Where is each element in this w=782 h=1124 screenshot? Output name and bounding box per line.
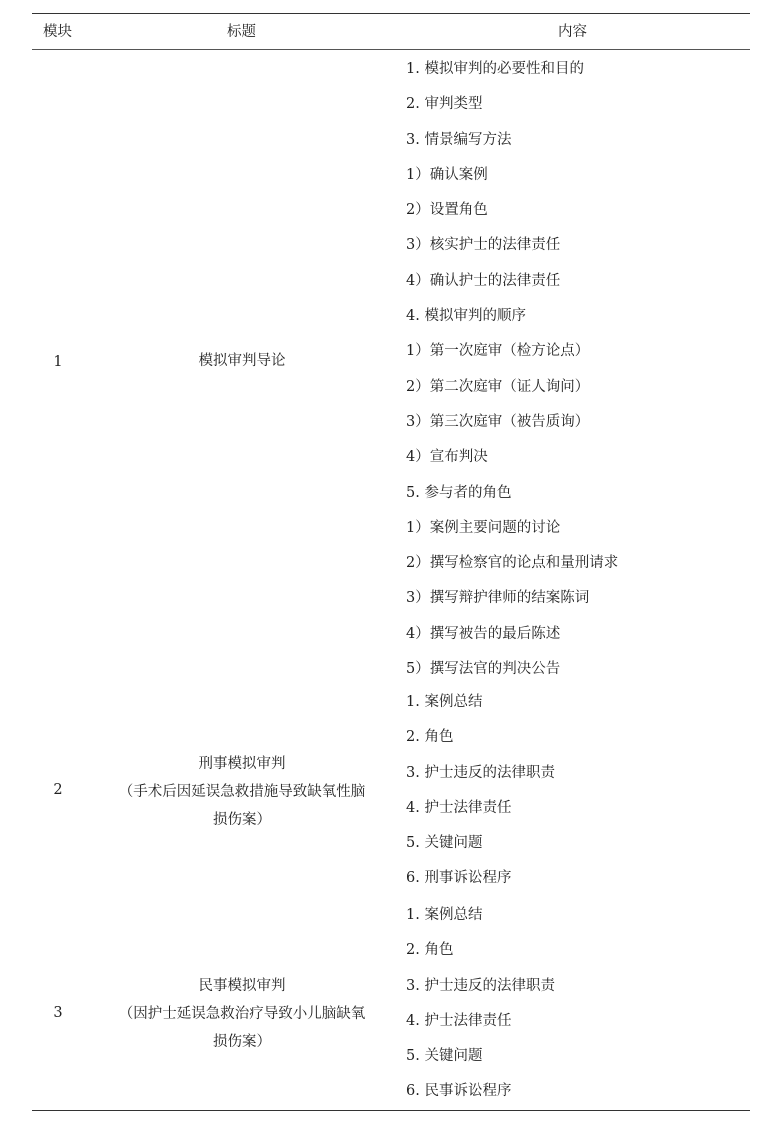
list-item: 3）撰写辩护律师的结案陈词 xyxy=(406,590,590,607)
module-content-list xyxy=(406,898,750,1110)
module-title-line: 刑事模拟审判 xyxy=(198,756,286,772)
list-item: 4）撰写被告的最后陈述 xyxy=(406,625,561,642)
list-item: 3）第三次庭审（被告质询） xyxy=(406,413,590,430)
module-title-line: 模拟审判导论 xyxy=(198,353,286,369)
list-item: 2. 角色 xyxy=(406,942,454,959)
list-item: 1. 案例总结 xyxy=(406,694,483,710)
curriculum-table xyxy=(32,13,750,1111)
module-content-list xyxy=(406,685,750,897)
list-item: 3. 护士违反的法律职责 xyxy=(406,764,555,781)
table-row-module-3 xyxy=(32,898,750,1110)
module-number: 1 xyxy=(53,354,63,370)
list-item: 6. 民事诉讼程序 xyxy=(406,1083,512,1100)
module-title-line: 民事模拟审判 xyxy=(198,978,286,994)
list-item: 1. 模拟审判的必要性和目的 xyxy=(406,61,584,77)
module-number: 3 xyxy=(53,1005,63,1021)
module-title-line: （手术后因延误急救措施导致缺氧性脑 xyxy=(118,784,366,800)
list-item: 4）确认护士的法律责任 xyxy=(406,272,561,289)
list-item: 5. 参与者的角色 xyxy=(406,484,512,501)
list-item: 6. 刑事诉讼程序 xyxy=(406,870,512,887)
list-item: 4）宣布判决 xyxy=(406,449,488,466)
list-item: 5. 关键问题 xyxy=(406,1048,483,1065)
table-header-row xyxy=(32,14,750,50)
list-item: 1）案例主要问题的讨论 xyxy=(406,519,561,536)
list-item: 4. 护士法律责任 xyxy=(406,1012,512,1029)
module-title xyxy=(102,347,382,375)
list-item: 5. 关键问题 xyxy=(406,835,483,852)
list-item: 2）设置角色 xyxy=(406,202,488,219)
list-item: 3. 情景编写方法 xyxy=(406,131,512,148)
list-item: 2）第二次庭审（证人询问） xyxy=(406,378,590,395)
table-row-module-2 xyxy=(32,686,750,898)
list-item: 2）撰写检察官的论点和量刑请求 xyxy=(406,555,619,572)
module-title-line: 损伤案） xyxy=(213,812,271,828)
list-item: 2. 角色 xyxy=(406,729,454,746)
list-item: 2. 审判类型 xyxy=(406,96,483,113)
list-item: 3）核实护士的法律责任 xyxy=(406,237,561,254)
header-title: 标题 xyxy=(227,24,256,40)
list-item: 1. 案例总结 xyxy=(406,907,483,923)
header-content: 内容 xyxy=(558,24,587,40)
module-number: 2 xyxy=(53,782,63,798)
module-title-line: （因护士延误急救治疗导致小儿脑缺氧 xyxy=(118,1006,366,1022)
module-title xyxy=(102,972,382,1056)
module-title xyxy=(102,750,382,834)
list-item: 4. 模拟审判的顺序 xyxy=(406,308,526,325)
list-item: 1）第一次庭审（检方论点） xyxy=(406,343,590,360)
list-item: 1）确认案例 xyxy=(406,166,488,183)
module-content-list xyxy=(406,52,750,687)
table-bottom-rule xyxy=(32,1110,750,1111)
list-item: 5）撰写法官的判决公告 xyxy=(406,661,561,678)
list-item: 3. 护士违反的法律职责 xyxy=(406,977,555,994)
list-item: 4. 护士法律责任 xyxy=(406,799,512,816)
header-module: 模块 xyxy=(43,24,72,40)
table-row-module-1 xyxy=(32,50,750,686)
module-title-line: 损伤案） xyxy=(213,1034,271,1050)
